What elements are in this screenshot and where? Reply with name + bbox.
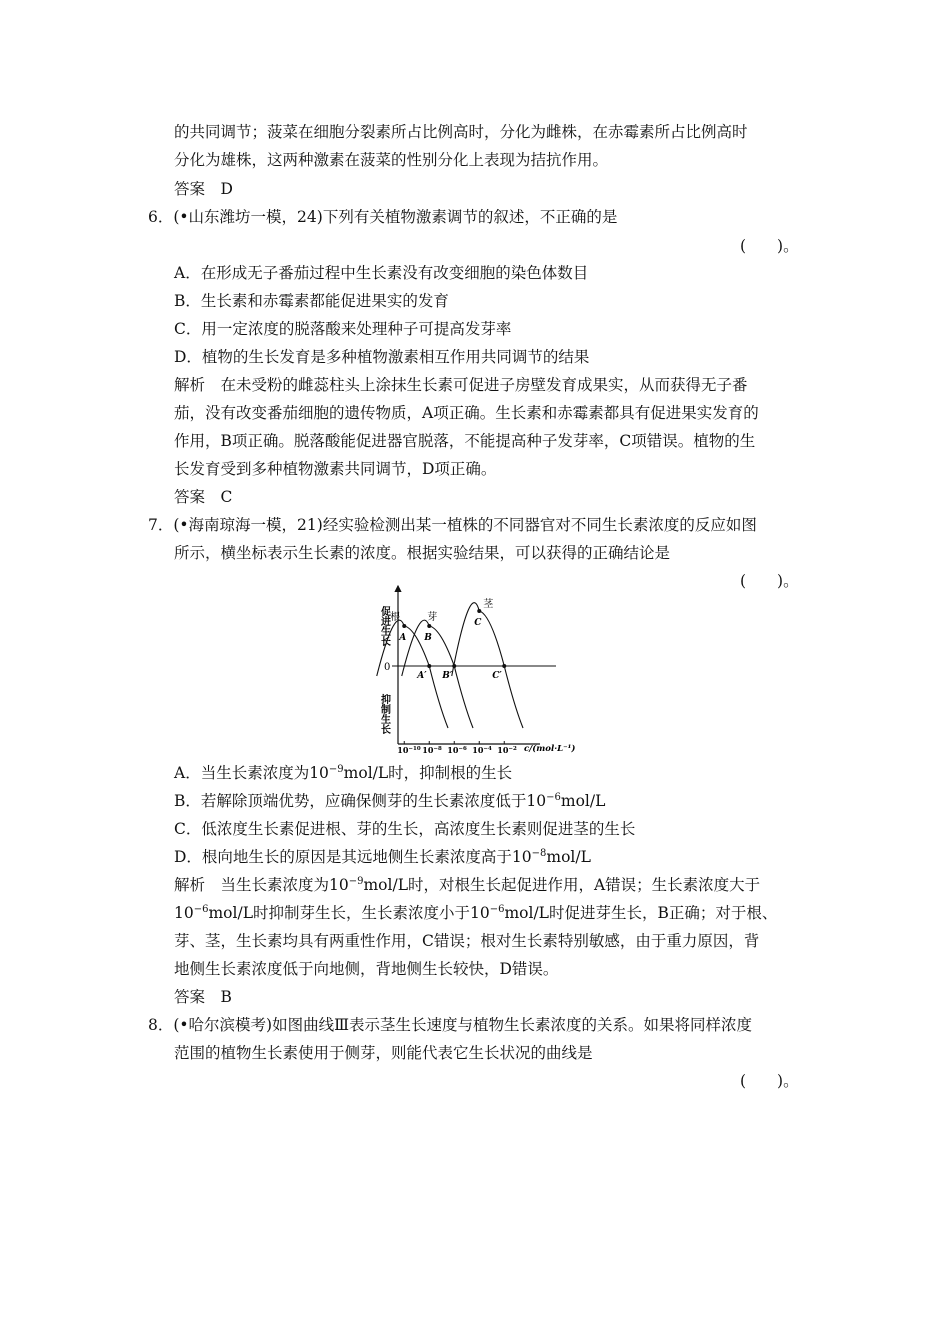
q6-stem: 6．(•山东潍坊一模，24)下列有关植物激素调节的叙述，不正确的是: [148, 208, 618, 226]
x-tick-label-4: $10^{-2}$: [497, 745, 517, 755]
q6-option-a: A．在形成无子番茄过程中生长素没有改变细胞的染色体数目: [174, 264, 589, 282]
x-tick-label-1: $10^{-8}$: [422, 745, 442, 755]
q7-analysis-2: $10^{-6}mol/L$时抑制芽生长，生长素浓度小于$10^{-6}mol/L$时促进芽生长，B正确；对于根、: [174, 903, 778, 922]
q8-stem-1: 8．(•哈尔滨模考)如图曲线Ⅲ表示茎生长速度与植物生长素浓度的关系。如果将同样浓度: [148, 1016, 753, 1034]
q7-answer: 答案 B: [174, 988, 232, 1006]
peak-point-1: [427, 624, 431, 628]
q6-analysis-4: 长发育受到多种植物激素共同调节，D项正确。: [174, 460, 497, 478]
q7-answer-blank: ( )。: [740, 572, 799, 590]
x-tick-label-3: $10^{-4}$: [472, 745, 492, 755]
peak-point-2: [477, 609, 481, 613]
q7-option-a: A．当生长素浓度为$10^{-9}mol/L$时，抑制根的生长: [174, 763, 513, 782]
q6-analysis-2: 茄，没有改变番茄细胞的遗传物质，A项正确。生长素和赤霉素都具有促进果实发育的: [174, 404, 759, 422]
peak-label-2: C: [474, 618, 482, 628]
x-tick-label-0: $10^{-10}$: [397, 745, 421, 755]
x-tick-label-2: $10^{-6}$: [447, 745, 467, 755]
q7-analysis-4: 地侧生长素浓度低于向地侧，背地侧生长较快，D错误。: [174, 960, 559, 978]
y-label-inhibit: 抑制生长: [378, 694, 390, 734]
q5-answer: 答案 D: [174, 180, 233, 198]
q8-stem-2: 范围的植物生长素使用于侧芽，则能代表它生长状况的曲线是: [174, 1044, 593, 1062]
q6-option-c: C．用一定浓度的脱落酸来处理种子可提高发芽率: [174, 320, 512, 338]
q7-option-b: B．若解除顶端优势，应确保侧芽的生长素浓度低于$10^{-6}mol/L$: [174, 791, 606, 810]
q7-option-d: D．根向地生长的原因是其远地侧生长素浓度高于$10^{-8}mol/L$: [174, 847, 591, 866]
auxin-response-chart: [358, 576, 598, 756]
q6-answer: 答案 C: [174, 488, 233, 506]
zero-label-1: B′: [442, 671, 453, 681]
peak-point-0: [402, 624, 406, 628]
q8-answer-blank: ( )。: [740, 1072, 799, 1090]
curve-1: [402, 620, 473, 728]
q6-answer-blank: ( )。: [740, 237, 799, 255]
series-name-2: 茎: [483, 599, 494, 610]
continued-line-1: 的共同调节；菠菜在细胞分裂素所占比例高时，分化为雌株，在赤霉素所占比例高时: [174, 123, 748, 141]
q7-analysis-1: 解析 当生长素浓度为$10^{-9}mol/L$时，对根生长起促进作用，A错误；生长素浓度大于: [174, 875, 761, 894]
series-name-0: 根: [390, 612, 401, 623]
q7-analysis-3: 芽、茎，生长素均具有两重性作用，C错误；根对生长素特别敏感，由于重力原因，背: [174, 932, 760, 950]
curve-2: [452, 603, 523, 728]
peak-label-0: A: [399, 633, 407, 643]
zero-label-0: A′: [417, 671, 427, 681]
q6-analysis-3: 作用，B项正确。脱落酸能促进器官脱落，不能提高种子发芽率，C项错误。植物的生: [174, 432, 756, 450]
q6-analysis-1: 解析 在未受粉的雌蕊柱头上涂抹生长素可促进子房壁发育成果实，从而获得无子番: [174, 376, 748, 394]
zero-label-2: C′: [492, 671, 502, 681]
q7-stem-2: 所示，横坐标表示生长素的浓度。根据实验结果，可以获得的正确结论是: [174, 544, 671, 562]
zero-point-0: [427, 664, 431, 668]
q7-stem-1: 7．(•海南琼海一模，21)经实验检测出某一植株的不同器官对不同生长素浓度的反应如图: [148, 516, 757, 534]
continued-line-2: 分化为雄株，这两种激素在菠菜的性别分化上表现为拮抗作用。: [174, 151, 609, 169]
q6-option-b: B．生长素和赤霉素都能促进果实的发育: [174, 292, 449, 310]
zero-label: 0: [384, 662, 391, 673]
q7-option-c: C．低浓度生长素促进根、芽的生长，高浓度生长素则促进茎的生长: [174, 820, 636, 838]
series-name-1: 芽: [427, 612, 438, 623]
x-axis-label: c/(mol·L⁻¹): [524, 744, 576, 754]
q6-option-d: D．植物的生长发育是多种植物激素相互作用共同调节的结果: [174, 348, 590, 366]
zero-point-2: [502, 664, 506, 668]
peak-label-1: B: [424, 633, 432, 643]
y-label-promote: 促进生长: [378, 606, 390, 646]
